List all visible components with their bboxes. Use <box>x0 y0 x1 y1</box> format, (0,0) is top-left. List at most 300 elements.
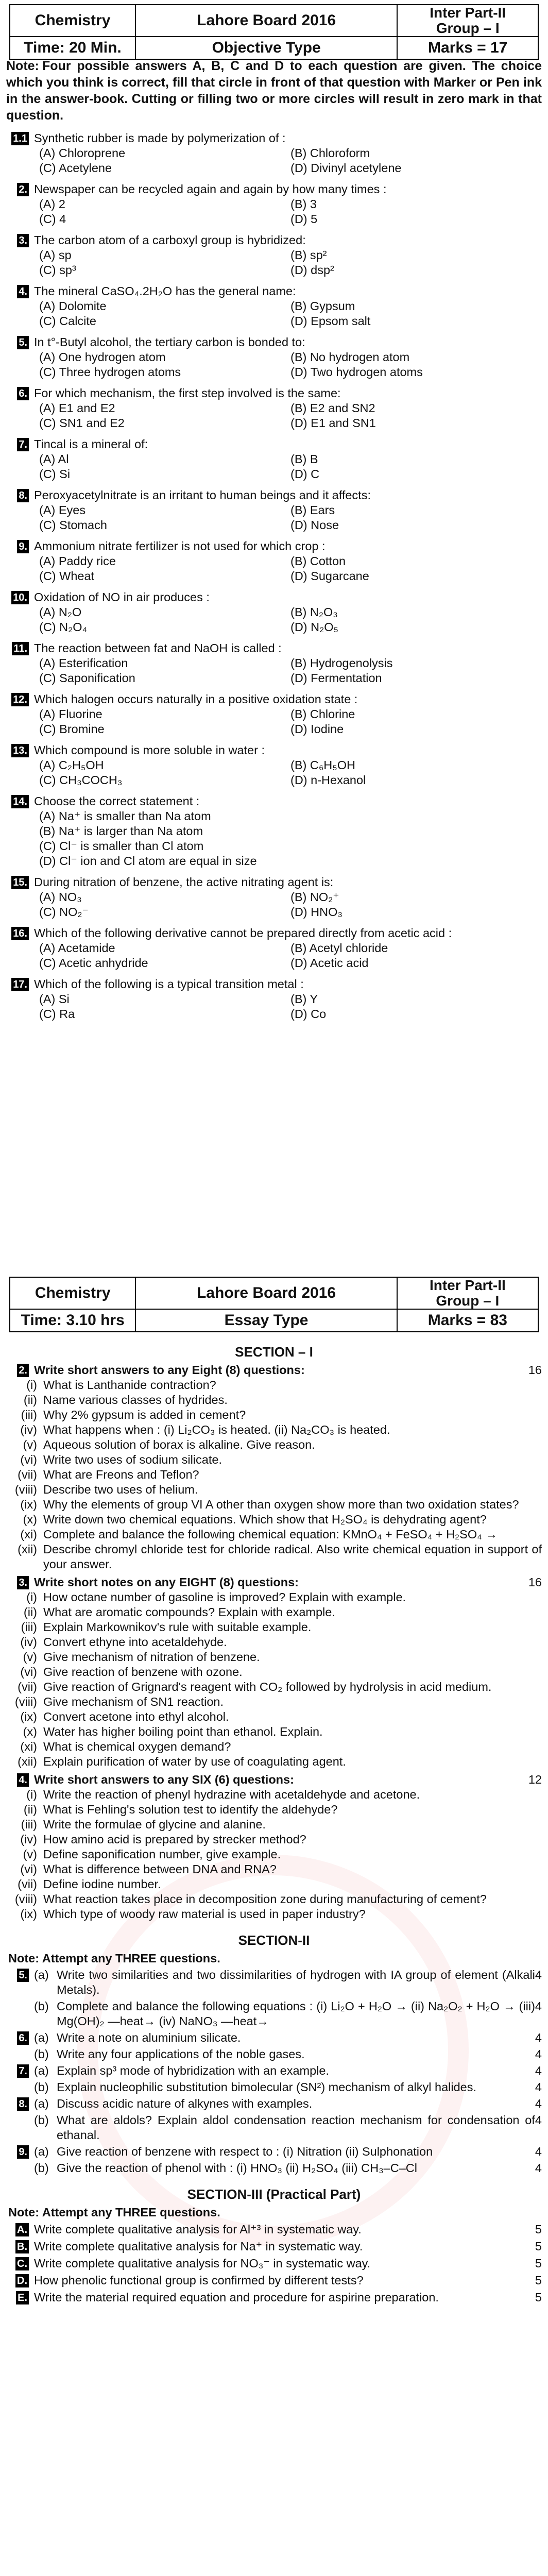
mcq-number-cell <box>6 692 34 706</box>
sub-question <box>6 1605 542 1620</box>
sub-question-text: Why the elements of group VI A other than oxygen show more than two oxidation states? <box>43 1498 519 1511</box>
long-question-number: 6. <box>17 2031 29 2045</box>
mcq-question-text: Which compound is more soluble in water : <box>34 743 265 757</box>
part-label: Inter Part-II <box>430 5 506 21</box>
long-question-marks: 4 <box>535 2113 542 2127</box>
long-question-part <box>6 1999 542 2029</box>
note-label: Note: <box>6 59 39 73</box>
mcq-option: (D) Nose <box>290 518 339 532</box>
long-question-part-label: (b) <box>34 2113 49 2127</box>
long-question-part-label: (b) <box>34 2161 49 2175</box>
mcq-number: 4. <box>17 285 29 298</box>
sub-question <box>6 1378 542 1393</box>
long-question-text-content: Discuss acidic nature of alkynes with examples. <box>57 2097 313 2110</box>
mcq-item <box>6 590 542 635</box>
mcq-item <box>6 182 542 227</box>
part-cell <box>397 1277 538 1309</box>
mcq-options <box>34 941 542 971</box>
sub-question-text: What is chemical oxygen demand? <box>43 1740 231 1753</box>
mcq-number: 16. <box>11 927 29 940</box>
sub-question-text: What is Fehling's solution test to identify the aldehyde? <box>43 1803 338 1816</box>
long-question-number-cell <box>6 2030 34 2045</box>
long-question-number: 7. <box>17 2064 29 2078</box>
practical-question-label-cell <box>6 2222 34 2236</box>
marks-cell: Marks = 83 <box>397 1309 538 1332</box>
practical-question-text-content: How phenolic functional group is confirmed by different tests? <box>34 2274 364 2287</box>
mcq-option: (D) HNO₃ <box>290 905 342 919</box>
section-2-title: SECTION-II <box>238 1933 310 1948</box>
sub-question-text: Describe two uses of helium. <box>43 1483 198 1496</box>
board-cell: Lahore Board 2016 <box>135 5 397 37</box>
sub-question-number: (xii) <box>18 1543 37 1556</box>
mcq-option: (B) NO₂⁺ <box>290 890 339 904</box>
practical-question-marks: 5 <box>535 2291 542 2304</box>
mcq-question-text: Synthetic rubber is made by polymerization of : <box>34 131 286 145</box>
mcq-body <box>34 692 542 737</box>
mcq-option: (C) Wheat <box>39 569 95 583</box>
question-number-cell <box>6 1363 34 1377</box>
mcq-question-text: The mineral CaSO₄.2H₂O has the general name: <box>34 284 296 298</box>
note-text: Four possible answers A, B, C and D to each question are given. The choice which you think is correct, fill that circle in front of that question with Marker or Pen ink in the answer-book. Cutting or filling two or more circles will result in zero mark in that question. <box>6 59 542 123</box>
sub-question-text: Define saponification number, give example. <box>43 1848 281 1861</box>
mcq-number-cell <box>6 284 34 298</box>
long-question-part-label: (a) <box>34 2145 49 2158</box>
long-question-part-label: (b) <box>34 1999 49 2013</box>
long-question-marks: 4 <box>535 2047 542 2061</box>
mcq-options <box>34 503 542 533</box>
sub-question-text: How amino acid is prepared by strecker method? <box>43 1833 306 1846</box>
mcq-question-text: Tincal is a mineral of: <box>34 437 148 451</box>
mcq-option: (A) Paddy rice <box>39 554 116 568</box>
sub-question-number: (ix) <box>20 1907 37 1921</box>
mcq-option: (A) 2 <box>39 197 65 211</box>
sub-question <box>6 1892 542 1907</box>
long-question-text-content: Explain nucleophilic substitution bimolecular (SN²) mechanism of alkyl halides. <box>57 2080 477 2094</box>
mcq-option: (B) Ears <box>290 503 335 517</box>
mcq-body <box>34 539 542 584</box>
mcq-options <box>34 299 542 329</box>
sub-question-number: (ii) <box>23 1605 37 1619</box>
mcq-options <box>34 890 542 920</box>
mcq-question-text: Oxidation of NO in air produces : <box>34 590 210 604</box>
question-number: 2. <box>17 1364 29 1377</box>
practical-question <box>6 2256 542 2271</box>
practical-question-text-content: Write complete qualitative analysis for NO₃⁻ in systematic way. <box>34 2257 371 2270</box>
sub-question-text: Which type of woody raw material is used in paper industry? <box>43 1907 366 1921</box>
mcq-question-text: Newspaper can be recycled again and again by how many times : <box>34 182 387 196</box>
sub-question-number: (iv) <box>20 1635 37 1649</box>
mcq-option: (C) SN1 and E2 <box>39 416 125 430</box>
sub-question-text: Aqueous solution of borax is alkaline. Give reason. <box>43 1438 315 1451</box>
mcq-body <box>34 743 542 788</box>
sub-question <box>6 1802 542 1817</box>
sub-question-text: Give mechanism of nitration of benzene. <box>43 1650 260 1664</box>
question-heading <box>6 1772 542 1787</box>
sub-question-text: What is difference between DNA and RNA? <box>43 1862 277 1876</box>
mcq-option: (C) Stomach <box>39 518 107 532</box>
mcq-option: (D) Fermentation <box>290 671 382 685</box>
long-question-text <box>57 1999 542 2029</box>
sub-question-number: (viii) <box>14 1483 37 1496</box>
question-heading <box>6 1575 542 1590</box>
mcq-option: (B) C₆H₅OH <box>290 758 355 772</box>
sub-question <box>6 1422 542 1437</box>
sub-question-number: (vi) <box>20 1453 37 1466</box>
type-cell: Essay Type <box>135 1309 397 1332</box>
practical-question-label: E. <box>16 2291 29 2304</box>
sub-question-number: (viii) <box>14 1695 37 1708</box>
mcq-body <box>34 335 542 380</box>
mcq-option: (A) Na⁺ is smaller than Na atom <box>39 809 211 823</box>
long-question-marks: 4 <box>535 2097 542 2110</box>
mcq-item <box>6 977 542 1022</box>
note-text: Attempt any THREE questions. <box>42 2206 220 2219</box>
question-marks: 16 <box>528 1363 542 1377</box>
sub-question-text: Why 2% gypsum is added in cement? <box>43 1408 246 1421</box>
long-question-part <box>6 2063 542 2078</box>
mcq-option: (A) Chloroprene <box>39 146 126 160</box>
mcq-options <box>34 554 542 584</box>
mcq-item <box>6 926 542 971</box>
section-2-note <box>6 1951 542 1966</box>
mcq-body <box>34 437 542 482</box>
practical-question-label: C. <box>15 2257 29 2270</box>
mcq-option: (B) Y <box>290 992 318 1006</box>
type-cell: Objective Type <box>135 37 397 59</box>
mcq-body <box>34 182 542 227</box>
sub-question-text: Explain purification of water by use of coagulating agent. <box>43 1755 346 1768</box>
sub-question <box>6 1635 542 1650</box>
part-cell <box>397 5 538 37</box>
long-question-marks: 4 <box>535 2064 542 2077</box>
sub-question-number: (iii) <box>21 1818 37 1831</box>
mcq-option: (B) 3 <box>290 197 317 211</box>
sub-question-text: Name various classes of hydrides. <box>43 1393 228 1406</box>
mcq-option: (D) Acetic acid <box>290 956 369 970</box>
mcq-option: (A) N₂O <box>39 605 82 619</box>
practical-question-text <box>34 2290 542 2305</box>
long-question-text-content: Write a note on aluminium silicate. <box>57 2031 241 2044</box>
mcq-number: 12. <box>11 693 29 706</box>
practical-question-text <box>34 2222 542 2237</box>
practical-question-label-cell <box>6 2256 34 2270</box>
mcq-options <box>34 197 542 227</box>
mcq-option: (A) Si <box>39 992 70 1006</box>
mcq-question-text: In t°-Butyl alcohol, the tertiary carbon is bonded to: <box>34 335 305 349</box>
mcq-option: (B) N₂O₃ <box>290 605 338 619</box>
sub-question-text: What happens when : (i) Li₂CO₃ is heated. (ii) Na₂CO₃ is heated. <box>43 1423 390 1436</box>
long-question-number-cell <box>6 2063 34 2078</box>
mcq-option: (C) Si <box>39 467 71 481</box>
mcq-number-cell <box>6 131 34 145</box>
mcq-item <box>6 875 542 920</box>
mcq-question-text: For which mechanism, the first step involved is the same: <box>34 386 341 400</box>
practical-question-text <box>34 2256 542 2271</box>
mcq-body <box>34 488 542 533</box>
long-question-text-content: Explain sp³ mode of hybridization with an example. <box>57 2064 330 2077</box>
essay-header <box>9 1277 539 1332</box>
board-cell: Lahore Board 2016 <box>135 1277 397 1309</box>
part-label: Inter Part-II <box>429 1277 506 1293</box>
sub-question-text: What are aromatic compounds? Explain with example. <box>43 1605 335 1619</box>
question-instruction-text: Write short answers to any Eight (8) questions: <box>34 1363 305 1377</box>
long-question-text-content: Write any four applications of the noble gases. <box>57 2047 305 2061</box>
mcq-option: (C) N₂O₄ <box>39 620 88 634</box>
mcq-number-cell <box>6 977 34 991</box>
sub-question <box>6 1754 542 1769</box>
mcq-number: 6. <box>17 387 29 400</box>
practical-question-label-cell <box>6 2273 34 2287</box>
question-number: 4. <box>17 1773 29 1787</box>
sub-question-number: (vi) <box>20 1862 37 1876</box>
long-question-text <box>57 2030 542 2045</box>
sub-question-text: Give reaction of benzene with ozone. <box>43 1665 243 1679</box>
mcq-item <box>6 437 542 482</box>
practical-question-text <box>34 2273 542 2288</box>
mcq-number: 11. <box>12 642 29 655</box>
sub-question-text: Describe chromyl chloride test for chloride radical. Also write chemical equation in support of your answer. <box>43 1543 542 1571</box>
mcq-option: (A) C₂H₅OH <box>39 758 104 772</box>
sub-question-text: Write the formulae of glycine and alanine. <box>43 1818 266 1831</box>
section-3-questions <box>6 2222 542 2305</box>
mcq-number-cell <box>6 182 34 196</box>
mcq-body <box>34 386 542 431</box>
long-question-part-label: (a) <box>34 2097 49 2110</box>
long-question-part-label: (a) <box>34 2031 49 2044</box>
sub-question <box>6 1709 542 1724</box>
long-question-number: 8. <box>17 2097 29 2111</box>
sub-question-text: Convert acetone into ethyl alcohol. <box>43 1710 229 1723</box>
mcq-options <box>34 809 542 869</box>
question-instruction <box>34 1772 542 1787</box>
practical-question-marks: 5 <box>535 2274 542 2287</box>
sub-question-text: Give mechanism of SN1 reaction. <box>43 1695 224 1708</box>
mcq-question-text: Which halogen occurs naturally in a positive oxidation state : <box>34 692 358 706</box>
mcq-question-text: During nitration of benzene, the active nitrating agent is: <box>34 875 334 889</box>
mcq-body <box>34 794 542 869</box>
long-question-text-content: Give reaction of benzene with respect to : (i) Nitration (ii) Sulphonation <box>57 2145 433 2158</box>
group-label: Group – I <box>436 1293 500 1309</box>
long-question-text <box>57 2063 542 2078</box>
mcq-option: (B) Chlorine <box>290 707 355 721</box>
mcq-option: (A) One hydrogen atom <box>39 350 166 364</box>
objective-note <box>6 58 542 124</box>
mcq-body <box>34 590 542 635</box>
subject-cell: Chemistry <box>10 5 135 37</box>
mcq-number: 14. <box>11 795 29 808</box>
mcq-number: 17. <box>11 978 29 991</box>
long-question-part-label: (b) <box>34 2080 49 2094</box>
time-cell: Time: 3.10 hrs <box>10 1309 135 1332</box>
long-question-part-label: (b) <box>34 2047 49 2061</box>
sub-question-text: Write down two chemical equations. Which show that H₂SO₄ is dehydrating agent? <box>43 1513 487 1526</box>
mcq-question-text: Which of the following derivative cannot be prepared directly from acetic acid : <box>34 926 452 940</box>
long-question-part-label: (a) <box>34 2064 49 2077</box>
question-marks: 16 <box>528 1575 542 1589</box>
sub-question <box>6 1542 542 1572</box>
mcq-item <box>6 233 542 278</box>
sub-question <box>6 1650 542 1665</box>
sub-question-text: Complete and balance the following chemical equation: KMnO₄ + FeSO₄ + H₂SO₄ → <box>43 1528 498 1541</box>
mcq-number: 1.1 <box>11 132 29 145</box>
long-question-text-content: What are aldols? Explain aldol condensation reaction mechanism for condensation of ethanal. <box>57 2113 535 2142</box>
note-label: Note: <box>8 1952 40 1965</box>
long-question-text-content: Give the reaction of phenol with : (i) HNO₃ (ii) H₂SO₄ (iii) CH₃–C–Cl <box>57 2161 417 2175</box>
mcq-option: (A) sp <box>39 248 72 262</box>
long-question-text <box>57 1968 542 1997</box>
mcq-body <box>34 641 542 686</box>
mcq-list <box>6 131 542 1022</box>
subject-cell: Chemistry <box>10 1277 135 1309</box>
sub-question-text: What reaction takes place in decomposition zone during manufacturing of cement? <box>43 1892 487 1906</box>
practical-question-label: B. <box>15 2240 29 2253</box>
mcq-options <box>34 707 542 737</box>
question-marks: 12 <box>528 1773 542 1786</box>
mcq-option: (A) Dolomite <box>39 299 107 313</box>
mcq-option: (D) dsp² <box>290 263 334 277</box>
sub-question-number: (i) <box>26 1788 37 1801</box>
sub-question <box>6 1787 542 1802</box>
mcq-option: (A) E1 and E2 <box>39 401 115 415</box>
sub-question-number: (x) <box>23 1513 37 1526</box>
long-question-text <box>57 2144 542 2159</box>
sub-question <box>6 1817 542 1832</box>
mcq-option: (B) Acetyl chloride <box>290 941 388 955</box>
mcq-option: (A) Fluorine <box>39 707 102 721</box>
mcq-option: (D) n-Hexanol <box>290 773 366 787</box>
mcq-options <box>34 401 542 431</box>
mcq-number: 8. <box>17 489 29 502</box>
mcq-number: 7. <box>17 438 29 451</box>
question-instruction <box>34 1575 542 1590</box>
long-question-marks: 4 <box>535 2031 542 2044</box>
long-question-text-content: Write two similarities and two dissimilarities of hydrogen with IA group of element (Alkali Metals). <box>57 1968 535 1996</box>
question-number-cell <box>6 1575 34 1589</box>
mcq-option: (D) C <box>290 467 320 481</box>
mcq-option: (C) 4 <box>39 212 66 226</box>
mcq-number: 2. <box>17 183 29 196</box>
note-label: Note: <box>8 2206 40 2219</box>
sub-question <box>6 1620 542 1635</box>
sub-question-number: (ii) <box>23 1393 37 1406</box>
mcq-option: (C) Ra <box>39 1007 75 1021</box>
long-question-number-cell <box>6 2096 34 2111</box>
sub-question-number: (i) <box>26 1590 37 1604</box>
practical-question <box>6 2222 542 2237</box>
practical-question <box>6 2239 542 2254</box>
sub-question <box>6 1832 542 1847</box>
long-question-marks: 4 <box>535 2145 542 2158</box>
sub-question-number: (iii) <box>21 1408 37 1421</box>
long-question-number-cell <box>6 2144 34 2159</box>
mcq-option: (B) Gypsum <box>290 299 355 313</box>
sub-question-text: Explain Markownikov's rule with suitable example. <box>43 1620 312 1634</box>
mcq-item <box>6 641 542 686</box>
note-text: Attempt any THREE questions. <box>42 1952 220 1965</box>
sub-question-text: What is Lanthanide contraction? <box>43 1378 216 1392</box>
mcq-question-text: The carbon atom of a carboxyl group is hybridized: <box>34 233 306 247</box>
mcq-question-text: The reaction between fat and NaOH is called : <box>34 641 282 655</box>
mcq-item <box>6 794 542 869</box>
sub-question-number: (xii) <box>18 1755 37 1768</box>
sub-question-number: (iv) <box>20 1833 37 1846</box>
practical-question-label: A. <box>15 2223 29 2236</box>
mcq-option: (B) Hydrogenolysis <box>290 656 393 670</box>
mcq-option: (C) Saponification <box>39 671 135 685</box>
long-question-number: 9. <box>17 2145 29 2159</box>
mcq-number: 13. <box>11 744 29 757</box>
practical-question-text-content: Write the material required equation and procedure for aspirine preparation. <box>34 2291 439 2304</box>
practical-question-label-cell <box>6 2239 34 2253</box>
mcq-options <box>34 992 542 1022</box>
time-cell: Time: 20 Min. <box>10 37 135 59</box>
mcq-item <box>6 743 542 788</box>
sub-question-number: (v) <box>23 1650 37 1664</box>
sub-question-number: (iii) <box>21 1620 37 1634</box>
sub-question-text: Give reaction of Grignard's reagent with CO₂ followed by hydrolysis in acid medium. <box>43 1680 492 1693</box>
sub-question-number: (v) <box>23 1848 37 1861</box>
mcq-option: (B) E2 and SN2 <box>290 401 375 415</box>
mcq-number-cell <box>6 926 34 940</box>
mcq-option: (C) Acetic anhydride <box>39 956 148 970</box>
mcq-option: (D) Two hydrogen atoms <box>290 365 423 379</box>
question-4 <box>6 1772 542 1922</box>
section-3-note <box>6 2205 542 2220</box>
practical-question-text-content: Write complete qualitative analysis for Al⁺³ in systematic way. <box>34 2223 362 2236</box>
marks-cell: Marks = 17 <box>397 37 538 59</box>
mcq-number-cell <box>6 233 34 247</box>
sub-question <box>6 1452 542 1467</box>
mcq-item <box>6 131 542 176</box>
question-3 <box>6 1575 542 1769</box>
sub-question-number: (vii) <box>18 1680 37 1693</box>
mcq-option: (D) Co <box>290 1007 327 1021</box>
mcq-number-cell <box>6 590 34 604</box>
mcq-option: (C) Cl⁻ is smaller than Cl atom <box>39 839 204 853</box>
sub-question <box>6 1862 542 1877</box>
sub-question-text: How octane number of gasoline is improved? Explain with example. <box>43 1590 406 1604</box>
sub-question <box>6 1694 542 1709</box>
objective-body <box>6 58 542 1028</box>
long-question-part-label: (a) <box>34 1968 49 1981</box>
question-2 <box>6 1363 542 1572</box>
mcq-option: (A) Esterification <box>39 656 128 670</box>
practical-question-label: D. <box>15 2274 29 2287</box>
sub-question <box>6 1665 542 1680</box>
sub-question-text: Water has higher boiling point than ethanol. Explain. <box>43 1725 323 1738</box>
sub-question <box>6 1482 542 1497</box>
long-question-part <box>6 2080 542 2095</box>
mcq-question-text: Peroxyacetylnitrate is an irritant to human beings and it affects: <box>34 488 371 502</box>
sub-question-number: (vi) <box>20 1665 37 1679</box>
mcq-item <box>6 692 542 737</box>
mcq-options <box>34 656 542 686</box>
mcq-body <box>34 875 542 920</box>
long-question-part <box>6 2030 542 2045</box>
practical-question-label-cell <box>6 2290 34 2304</box>
practical-question-text-content: Write complete qualitative analysis for Na⁺ in systematic way. <box>34 2240 363 2253</box>
mcq-option: (D) E1 and SN1 <box>290 416 376 430</box>
mcq-option: (A) NO₃ <box>39 890 82 904</box>
sub-question-number: (ii) <box>23 1803 37 1816</box>
sub-question <box>6 1847 542 1862</box>
mcq-option: (B) Na⁺ is larger than Na atom <box>39 824 203 838</box>
mcq-number: 10. <box>11 591 29 604</box>
mcq-option: (C) Bromine <box>39 722 105 736</box>
sub-question <box>6 1437 542 1452</box>
mcq-option: (D) Cl⁻ ion and Cl atom are equal in size <box>39 854 257 868</box>
question-instruction <box>34 1363 542 1378</box>
